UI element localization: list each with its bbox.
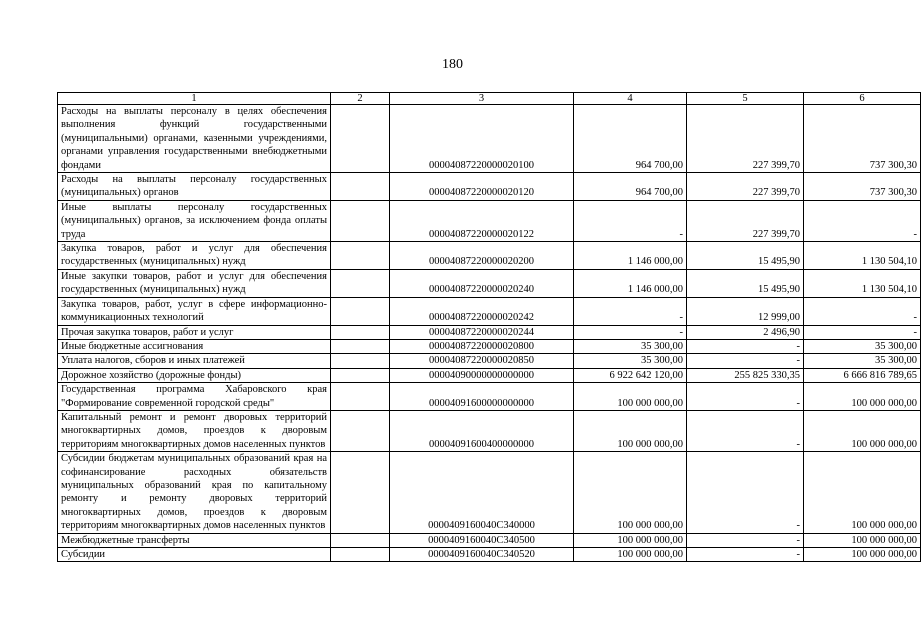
table-row [58,269,921,297]
amount-approved-cell: 100 000 000,00 [574,452,687,533]
amount-remaining-cell: 100 000 000,00 [804,533,921,547]
expense-name-cell: Дорожное хозяйство (дорожные фонды) [58,368,331,382]
column-2-cell [331,533,390,547]
amount-executed-cell: 2 496,90 [687,325,804,339]
table-row [58,173,921,201]
column-header: 3 [390,93,574,105]
amount-remaining-cell: 1 130 504,10 [804,242,921,270]
amount-approved-cell: 1 146 000,00 [574,269,687,297]
budget-table-body [58,93,921,562]
amount-approved-cell: 35 300,00 [574,354,687,368]
budget-code-cell: 00004087220000020850 [390,354,574,368]
table-row [58,452,921,533]
budget-code-cell: 00004087220000020800 [390,339,574,353]
expense-name-cell: Межбюджетные трансферты [58,533,331,547]
amount-remaining-cell: 35 300,00 [804,354,921,368]
column-2-cell [331,173,390,201]
table-row [58,242,921,270]
amount-executed-cell: 227 399,70 [687,173,804,201]
amount-remaining-cell: 100 000 000,00 [804,452,921,533]
amount-executed-cell: 255 825 330,35 [687,368,804,382]
table-row [58,105,921,173]
budget-code-cell: 00004091600400000000 [390,410,574,451]
column-2-cell [331,548,390,562]
amount-executed-cell: - [687,533,804,547]
column-2-cell [331,339,390,353]
amount-executed-cell: - [687,339,804,353]
column-2-cell [331,368,390,382]
expense-name-cell: Субсидии бюджетам муниципальных образований края на софинансирование расходных обязательств муниципальных образований края по капитальному ремонту и ремонту дворовых территорий многоквартирных домов, проездов к дворовым территориям многоквартирных домов населенных пунктов [58,452,331,533]
budget-code-cell: 00004087220000020120 [390,173,574,201]
column-header: 1 [58,93,331,105]
column-2-cell [331,297,390,325]
table-row [58,354,921,368]
table-row [58,548,921,562]
expense-name-cell: Иные бюджетные ассигнования [58,339,331,353]
amount-approved-cell: - [574,200,687,241]
expense-name-cell: Капитальный ремонт и ремонт дворовых территорий многоквартирных домов, проездов к дворовым территориям многоквартирных домов населенных пунктов [58,410,331,451]
amount-approved-cell: 6 922 642 120,00 [574,368,687,382]
amount-approved-cell: - [574,325,687,339]
amount-remaining-cell: - [804,200,921,241]
amount-executed-cell: - [687,354,804,368]
column-2-cell [331,383,390,411]
table-row [58,410,921,451]
amount-executed-cell: - [687,548,804,562]
expense-name-cell: Закупка товаров, работ и услуг для обеспечения государственных (муниципальных) нужд [58,242,331,270]
budget-code-cell: 00004087220000020244 [390,325,574,339]
column-2-cell [331,105,390,173]
expense-name-cell: Иные выплаты персоналу государственных (муниципальных) органов, за исключением фонда оплаты труда [58,200,331,241]
amount-executed-cell: 227 399,70 [687,105,804,173]
amount-remaining-cell: 100 000 000,00 [804,548,921,562]
column-header: 6 [804,93,921,105]
amount-remaining-cell: 1 130 504,10 [804,269,921,297]
budget-code-cell: 00004087220000020200 [390,242,574,270]
expense-name-cell: Расходы на выплаты персоналу в целях обеспечения выполнения функций государственными (муниципальными) органами, казенными учреждениями, органами управления государственными внебюджетными фондами [58,105,331,173]
table-row [58,297,921,325]
expense-name-cell: Субсидии [58,548,331,562]
expense-name-cell: Прочая закупка товаров, работ и услуг [58,325,331,339]
amount-remaining-cell: 35 300,00 [804,339,921,353]
amount-executed-cell: - [687,452,804,533]
amount-executed-cell: 227 399,70 [687,200,804,241]
budget-code-cell: 00004087220000020242 [390,297,574,325]
budget-code-cell: 00004087220000020122 [390,200,574,241]
amount-approved-cell: 1 146 000,00 [574,242,687,270]
column-2-cell [331,452,390,533]
column-2-cell [331,354,390,368]
amount-remaining-cell: 100 000 000,00 [804,383,921,411]
table-row [58,339,921,353]
budget-code-cell: 0000409160040C340520 [390,548,574,562]
expense-name-cell: Закупка товаров, работ, услуг в сфере информационно-коммуникационных технологий [58,297,331,325]
budget-code-cell: 0000409160040C340500 [390,533,574,547]
budget-code-cell: 00004087220000020240 [390,269,574,297]
column-header: 5 [687,93,804,105]
column-2-cell [331,269,390,297]
column-2-cell [331,200,390,241]
column-2-cell [331,242,390,270]
amount-remaining-cell: - [804,297,921,325]
budget-code-cell: 0000409160040C340000 [390,452,574,533]
amount-executed-cell: 15 495,90 [687,269,804,297]
table-row [58,325,921,339]
amount-executed-cell: - [687,383,804,411]
budget-code-cell: 00004091600000000000 [390,383,574,411]
expense-name-cell: Расходы на выплаты персоналу государственных (муниципальных) органов [58,173,331,201]
table-row [58,368,921,382]
amount-remaining-cell: 737 300,30 [804,105,921,173]
expense-name-cell: Иные закупки товаров, работ и услуг для обеспечения государственных (муниципальных) нужд [58,269,331,297]
budget-table [57,92,921,562]
budget-code-cell: 00004087220000020100 [390,105,574,173]
table-row [58,383,921,411]
amount-remaining-cell: 6 666 816 789,65 [804,368,921,382]
expense-name-cell: Государственная программа Хабаровского края "Формирование современной городской среды" [58,383,331,411]
amount-approved-cell: 100 000 000,00 [574,548,687,562]
amount-approved-cell: 100 000 000,00 [574,533,687,547]
amount-executed-cell: 15 495,90 [687,242,804,270]
amount-remaining-cell: - [804,325,921,339]
amount-approved-cell: 964 700,00 [574,173,687,201]
amount-approved-cell: 100 000 000,00 [574,410,687,451]
amount-remaining-cell: 737 300,30 [804,173,921,201]
page-number: 180 [442,57,463,72]
budget-code-cell: 00004090000000000000 [390,368,574,382]
amount-approved-cell: 964 700,00 [574,105,687,173]
table-header-row [58,93,921,105]
amount-executed-cell: - [687,410,804,451]
column-2-cell [331,325,390,339]
column-header: 4 [574,93,687,105]
column-header: 2 [331,93,390,105]
amount-executed-cell: 12 999,00 [687,297,804,325]
table-row [58,533,921,547]
amount-remaining-cell: 100 000 000,00 [804,410,921,451]
amount-approved-cell: 35 300,00 [574,339,687,353]
table-row [58,200,921,241]
amount-approved-cell: - [574,297,687,325]
amount-approved-cell: 100 000 000,00 [574,383,687,411]
column-2-cell [331,410,390,451]
expense-name-cell: Уплата налогов, сборов и иных платежей [58,354,331,368]
